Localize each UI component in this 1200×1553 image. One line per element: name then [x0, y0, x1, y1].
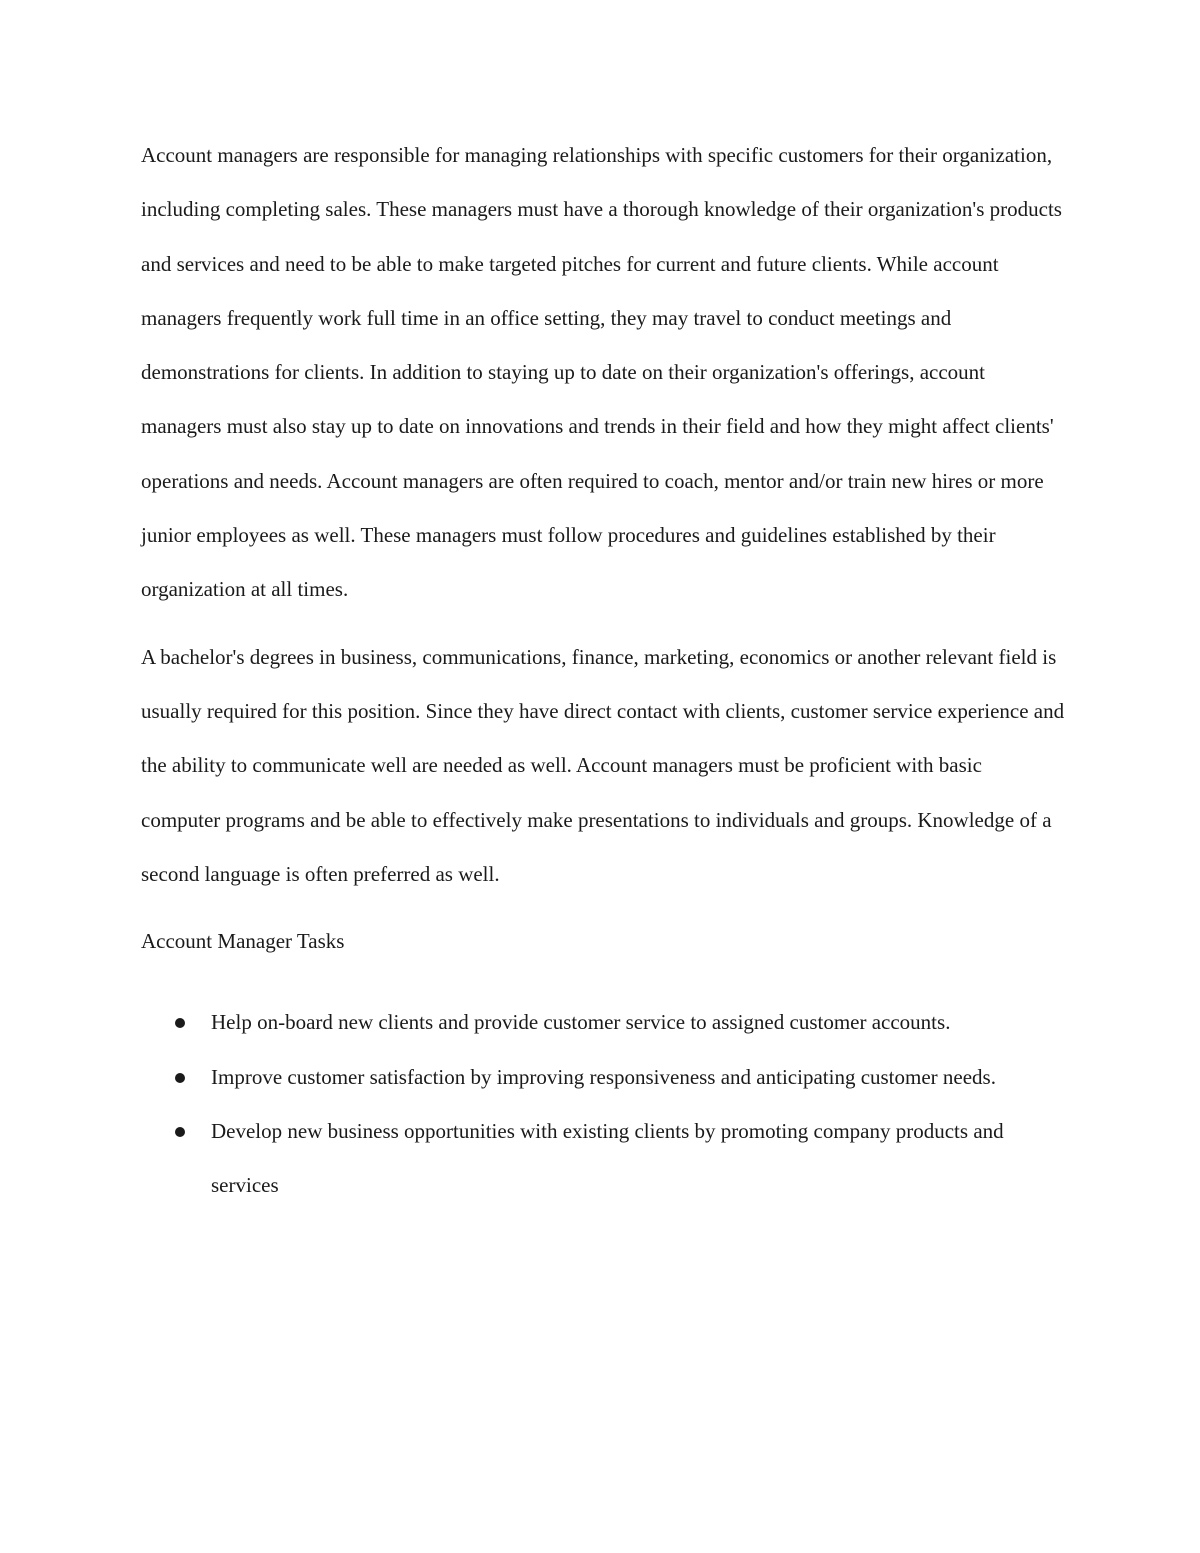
paragraph-qualifications: A bachelor's degrees in business, communications, finance, marketing, economics or another relevant field is usually required for this position. Since they have direct contact with clients, customer service experience and the ability to communicate well are needed as well. Account managers must be proficient with basic computer programs and be able to effectively make presentations to individuals and groups. Knowledge of a second language is often preferred as well. — [141, 644, 1065, 886]
bullet-icon — [175, 1073, 185, 1083]
list-item — [141, 1050, 1066, 1104]
paragraph-role-overview: Account managers are responsible for managing relationships with specific customers for their organization, including completing sales. These managers must have a thorough knowledge of their organization's products and services and need to be able to make targeted pitches for current and future clients. While account managers frequently work full time in an office setting, they may travel to conduct meetings and demonstrations for clients. In addition to staying up to date on their organization's offerings, account managers must also stay up to date on innovations and trends in their field and how they might affect clients' operations and needs. Account managers are often required to coach, mentor and/or train new hires or more junior employees as well. These managers must follow procedures and guidelines established by their organization at all times. — [141, 143, 1062, 602]
list-item — [141, 995, 1066, 1049]
tasks-heading: Account Manager Tasks — [141, 929, 345, 954]
bullet-icon — [175, 1018, 185, 1028]
bullet-icon — [175, 1127, 185, 1137]
task-text: Develop new business opportunities with existing clients by promoting company products and services — [211, 1119, 1004, 1198]
task-text: Help on-board new clients and provide customer service to assigned customer accounts. — [211, 1010, 951, 1035]
task-list — [141, 995, 1066, 1212]
document-body — [141, 128, 1066, 1213]
list-item — [141, 1104, 1066, 1213]
task-text: Improve customer satisfaction by improving responsiveness and anticipating customer needs. — [211, 1064, 996, 1089]
